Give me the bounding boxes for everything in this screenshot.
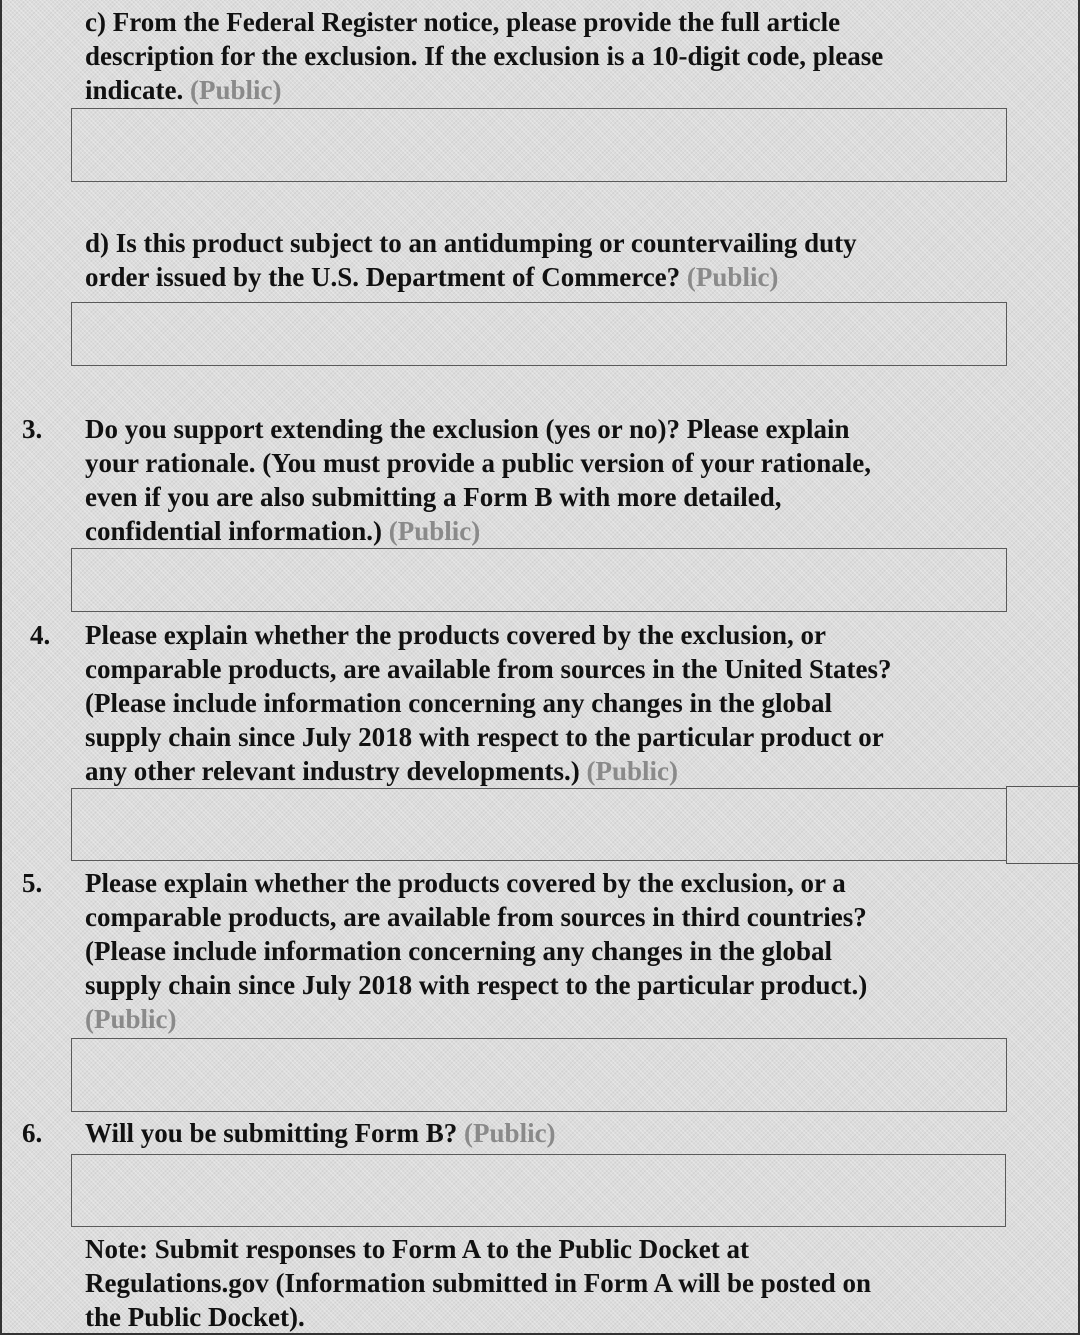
answer-field-5[interactable] <box>71 1038 1007 1112</box>
question-4-line-1: Please explain whether the products covered by the exclusion, or <box>85 620 826 650</box>
question-4-line-3: (Please include information concerning any changes in the global <box>85 688 833 718</box>
question-3-line-2: your rationale. (You must provide a public version of your rationale, <box>85 448 872 478</box>
question-6-number: 6. <box>22 1118 43 1148</box>
public-tag: (Public) <box>388 516 481 546</box>
question-5-line-3: (Please include information concerning any changes in the global <box>85 936 833 966</box>
question-4-line-5: any other relevant industry developments.) (Public) <box>85 756 678 786</box>
public-tag: (Public) <box>686 262 779 292</box>
answer-field-4[interactable] <box>71 788 1007 861</box>
note-line-3: the Public Docket). <box>85 1302 305 1332</box>
public-tag: (Public) <box>85 1004 177 1034</box>
question-5-line-2: comparable products, are available from sources in third countries? <box>85 902 867 932</box>
public-tag: (Public) <box>190 75 282 105</box>
answer-field-c[interactable] <box>71 108 1007 182</box>
question-3-line-3: even if you are also submitting a Form B with more detailed, <box>85 482 782 512</box>
question-5-line-1: Please explain whether the products covered by the exclusion, or a <box>85 868 846 898</box>
question-4-number: 4. <box>30 620 51 650</box>
page-border-left <box>0 0 2 1335</box>
question-5-number: 5. <box>22 868 43 898</box>
question-c-line-2: description for the exclusion. If the exclusion is a 10-digit code, please <box>85 41 884 71</box>
answer-field-3[interactable] <box>71 548 1007 612</box>
question-d-line-1: d) Is this product subject to an antidumping or countervailing duty <box>85 228 857 258</box>
question-3-line-1: Do you support extending the exclusion (yes or no)? Please explain <box>85 414 850 444</box>
question-d-line-2: order issued by the U.S. Department of Commerce? (Public) <box>85 262 779 292</box>
question-3-line-4: confidential information.) (Public) <box>85 516 481 546</box>
note-line-1: Note: Submit responses to Form A to the Public Docket at <box>85 1234 749 1264</box>
question-5-line-4: supply chain since July 2018 with respect to the particular product.) <box>85 970 868 1000</box>
question-c-line-1: c) From the Federal Register notice, please provide the full article <box>85 7 841 37</box>
public-tag: (Public) <box>586 756 678 786</box>
answer-field-d[interactable] <box>71 302 1007 366</box>
margin-box-outline <box>1006 786 1080 864</box>
question-4-line-2: comparable products, are available from sources in the United States? <box>85 654 892 684</box>
public-tag: (Public) <box>464 1118 556 1148</box>
note-line-2: Regulations.gov (Information submitted in Form A will be posted on <box>85 1268 872 1298</box>
question-c-line-3: indicate. (Public) <box>85 75 282 105</box>
question-6-line: Will you be submitting Form B? (Public) <box>85 1118 556 1148</box>
question-4-line-4: supply chain since July 2018 with respect to the particular product or <box>85 722 884 752</box>
answer-field-6[interactable] <box>71 1154 1006 1227</box>
question-3-number: 3. <box>22 414 43 444</box>
